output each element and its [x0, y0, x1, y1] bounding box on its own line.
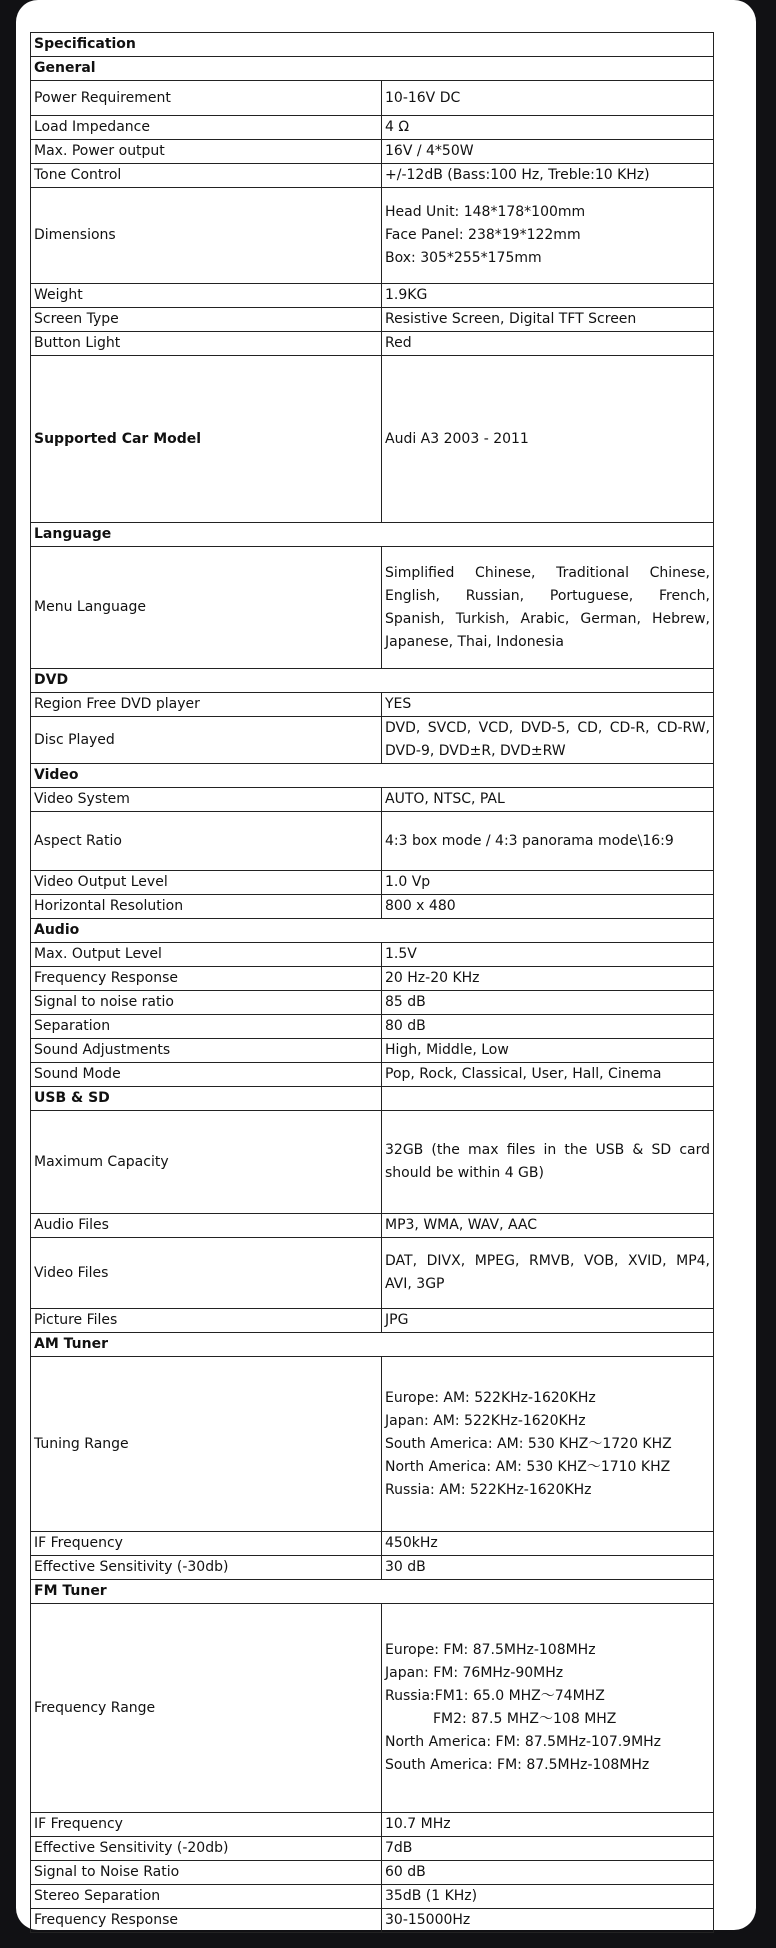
- spec-row-region-free: [31, 693, 714, 717]
- spec-value-line: 32GB (the max files in the USB & SD card should be within 4 GB): [385, 1142, 710, 1181]
- spec-row-menu-language: [31, 547, 714, 669]
- spec-value: [382, 1357, 714, 1532]
- spec-row-sound-adj: [31, 1039, 714, 1063]
- section-empty-cell: [382, 1087, 714, 1111]
- spec-value-line: 450kHz: [385, 1535, 438, 1551]
- spec-value: [382, 356, 714, 523]
- section-header-row: [31, 523, 714, 547]
- spec-row-fm-range: [31, 1604, 714, 1813]
- spec-value: [382, 1885, 714, 1909]
- spec-label: Button Light: [31, 332, 382, 356]
- spec-value-line: 10-16V DC: [385, 89, 461, 106]
- spec-row-am-sens: [31, 1556, 714, 1580]
- table-title-row: [31, 33, 714, 57]
- spec-label: Frequency Response: [31, 967, 382, 991]
- spec-row-snr: [31, 991, 714, 1015]
- spec-value-line: Japan: AM: 522KHz-1620KHz: [385, 1412, 586, 1429]
- section-title: Video: [31, 764, 714, 788]
- spec-value-line: 20 Hz-20 KHz: [385, 970, 480, 986]
- spec-value: [382, 116, 714, 140]
- spec-label: Video System: [31, 788, 382, 812]
- spec-value-line: 35dB (1 KHz): [385, 1888, 478, 1904]
- spec-row-h-res: [31, 895, 714, 919]
- spec-value-line: 60 dB: [385, 1864, 426, 1880]
- spec-value-line: 1.5V: [385, 946, 417, 962]
- section-title: Audio: [31, 919, 714, 943]
- spec-value: [382, 1556, 714, 1580]
- specification-table: [30, 32, 714, 1933]
- spec-label: Max. Power output: [31, 140, 382, 164]
- spec-value-line: 16V / 4*50W: [385, 143, 474, 159]
- section-header-row: [31, 764, 714, 788]
- spec-row-freq-resp: [31, 967, 714, 991]
- spec-row-audio-files: [31, 1214, 714, 1238]
- section-title: USB & SD: [31, 1087, 382, 1111]
- spec-value: [382, 1861, 714, 1885]
- spec-value: [382, 895, 714, 919]
- spec-value: [382, 140, 714, 164]
- spec-value-line: Russia: AM: 522KHz-1620KHz: [385, 1481, 592, 1498]
- spec-value-line: AUTO, NTSC, PAL: [385, 791, 505, 807]
- spec-label: Load Impedance: [31, 116, 382, 140]
- spec-value-line: 10.7 MHz: [385, 1816, 451, 1832]
- spec-value-line: 30-15000Hz: [385, 1912, 471, 1928]
- spec-value: [382, 547, 714, 669]
- spec-value-line: North America: AM: 530 KHZ～1710 KHZ: [385, 1458, 671, 1475]
- spec-label: Stereo Separation: [31, 1885, 382, 1909]
- spec-label: Effective Sensitivity (-30db): [31, 1556, 382, 1580]
- spec-value: [382, 1909, 714, 1933]
- spec-value: [382, 1604, 714, 1813]
- spec-value-line: South America: FM: 87.5MHz-108MHz: [385, 1757, 650, 1773]
- spec-value: [382, 1532, 714, 1556]
- spec-label: Power Requirement: [31, 81, 382, 116]
- spec-value: [382, 1813, 714, 1837]
- spec-value-line: 800 x 480: [385, 898, 456, 914]
- spec-label: Disc Played: [31, 717, 382, 764]
- spec-value: [382, 332, 714, 356]
- spec-row-button-light: [31, 332, 714, 356]
- spec-value-line: South America: AM: 530 KHZ～1720 KHZ: [385, 1435, 672, 1452]
- spec-row-video-output: [31, 871, 714, 895]
- spec-value-line: YES: [385, 696, 412, 712]
- spec-value-line: 85 dB: [385, 994, 426, 1010]
- spec-value-line: 30 dB: [385, 1559, 426, 1575]
- spec-value-line: Head Unit: 148*178*100mm: [385, 204, 586, 220]
- section-header-row: [31, 669, 714, 693]
- spec-value-line: Japan: FM: 76MHz-90MHz: [385, 1665, 564, 1681]
- spec-row-max-capacity: [31, 1111, 714, 1214]
- spec-value: [382, 1039, 714, 1063]
- spec-row-sound-mode: [31, 1063, 714, 1087]
- spec-label: Weight: [31, 284, 382, 308]
- spec-value: [382, 1063, 714, 1087]
- spec-label: Frequency Range: [31, 1604, 382, 1813]
- spec-row-weight: [31, 284, 714, 308]
- spec-value: [382, 1238, 714, 1309]
- spec-row-video-system: [31, 788, 714, 812]
- section-title: FM Tuner: [31, 1580, 714, 1604]
- spec-value-line: Face Panel: 238*19*122mm: [385, 227, 581, 243]
- spec-row-power: [31, 81, 714, 116]
- spec-label: Video Files: [31, 1238, 382, 1309]
- section-title: DVD: [31, 669, 714, 693]
- section-header-row: [31, 1333, 714, 1357]
- spec-row-car-model: [31, 356, 714, 523]
- spec-value-line: Box: 305*255*175mm: [385, 250, 542, 266]
- spec-row-fm-stereo: [31, 1885, 714, 1909]
- spec-row-dimensions: [31, 188, 714, 284]
- spec-row-aspect: [31, 812, 714, 871]
- spec-row-video-files: [31, 1238, 714, 1309]
- spec-row-disc: [31, 717, 714, 764]
- table-title: Specification: [31, 33, 714, 57]
- spec-label: Audio Files: [31, 1214, 382, 1238]
- spec-value-line: DVD, SVCD, VCD, DVD-5, CD, CD-R, CD-RW, DVD-9, DVD±R, DVD±RW: [385, 720, 710, 759]
- spec-row-max-output: [31, 943, 714, 967]
- spec-label: Sound Adjustments: [31, 1039, 382, 1063]
- spec-value-line: +/-12dB (Bass:100 Hz, Treble:10 KHz): [385, 167, 650, 183]
- spec-row-fm-sens: [31, 1837, 714, 1861]
- spec-value: [382, 81, 714, 116]
- spec-label: Frequency Response: [31, 1909, 382, 1933]
- spec-value: [382, 943, 714, 967]
- spec-label: Horizontal Resolution: [31, 895, 382, 919]
- spec-value: [382, 1214, 714, 1238]
- spec-value: [382, 1309, 714, 1333]
- section-header-row: [31, 57, 714, 81]
- spec-value-line: JPG: [385, 1312, 409, 1328]
- section-header-row: [31, 1580, 714, 1604]
- spec-value: [382, 308, 714, 332]
- spec-value-line: 4 Ω: [385, 119, 410, 135]
- spec-value: [382, 188, 714, 284]
- spec-value: [382, 991, 714, 1015]
- section-header-row: [31, 1087, 714, 1111]
- spec-row-screen: [31, 308, 714, 332]
- spec-value-line: 80 dB: [385, 1018, 426, 1034]
- spec-value-line: 1.9KG: [385, 287, 428, 303]
- spec-label: Maximum Capacity: [31, 1111, 382, 1214]
- spec-label: Tone Control: [31, 164, 382, 188]
- spec-value-line: 1.0 Vp: [385, 874, 431, 890]
- spec-value: [382, 1015, 714, 1039]
- spec-value-line: Simplified Chinese, Traditional Chinese, English, Russian, Portuguese, French, Spanish, Turkish, Arabic, German, Hebrew, Japanese, Thai, Indonesia: [385, 564, 710, 650]
- spec-value-line: High, Middle, Low: [385, 1042, 509, 1058]
- spec-row-picture-files: [31, 1309, 714, 1333]
- spec-value: [382, 788, 714, 812]
- spec-label: Supported Car Model: [31, 356, 382, 523]
- spec-label: Signal to Noise Ratio: [31, 1861, 382, 1885]
- spec-value-line: Pop, Rock, Classical, User, Hall, Cinema: [385, 1066, 662, 1082]
- section-header-row: [31, 919, 714, 943]
- spec-value-line: North America: FM: 87.5MHz-107.9MHz: [385, 1734, 662, 1750]
- spec-value: [382, 693, 714, 717]
- spec-row-separation: [31, 1015, 714, 1039]
- spec-label: Signal to noise ratio: [31, 991, 382, 1015]
- spec-value: [382, 871, 714, 895]
- spec-label: Picture Files: [31, 1309, 382, 1333]
- spec-value-line: FM2: 87.5 MHZ～108 MHZ: [433, 1711, 617, 1727]
- spec-label: Tuning Range: [31, 1357, 382, 1532]
- spec-value-line: MP3, WMA, WAV, AAC: [385, 1217, 538, 1233]
- spec-row-fm-if: [31, 1813, 714, 1837]
- spec-value-line: 7dB: [385, 1840, 413, 1856]
- spec-label: Screen Type: [31, 308, 382, 332]
- spec-row-am-tuning: [31, 1357, 714, 1532]
- spec-value-line: Europe: AM: 522KHz-1620KHz: [385, 1389, 596, 1406]
- spec-label: Separation: [31, 1015, 382, 1039]
- spec-value-line: 4:3 box mode / 4:3 panorama mode\16:9: [385, 832, 674, 849]
- spec-value-line: Audi A3 2003 - 2011: [385, 430, 529, 447]
- spec-label: Sound Mode: [31, 1063, 382, 1087]
- spec-value: [382, 812, 714, 871]
- spec-value: [382, 967, 714, 991]
- section-title: Language: [31, 523, 714, 547]
- spec-value-line: Europe: FM: 87.5MHz-108MHz: [385, 1642, 596, 1658]
- spec-row-impedance: [31, 116, 714, 140]
- spec-row-fm-snr: [31, 1861, 714, 1885]
- spec-row-fm-freq-resp: [31, 1909, 714, 1933]
- spec-label: Effective Sensitivity (-20db): [31, 1837, 382, 1861]
- spec-value-line: Russia:FM1: 65.0 MHZ～74MHZ: [385, 1688, 605, 1704]
- spec-label: Dimensions: [31, 188, 382, 284]
- spec-row-max-power: [31, 140, 714, 164]
- section-title: General: [31, 57, 714, 81]
- spec-label: Max. Output Level: [31, 943, 382, 967]
- spec-label: Aspect Ratio: [31, 812, 382, 871]
- spec-value: [382, 1837, 714, 1861]
- spec-label: IF Frequency: [31, 1813, 382, 1837]
- spec-label: Region Free DVD player: [31, 693, 382, 717]
- spec-label: IF Frequency: [31, 1532, 382, 1556]
- spec-row-am-if: [31, 1532, 714, 1556]
- spec-row-tone: [31, 164, 714, 188]
- spec-value-line: DAT, DIVX, MPEG, RMVB, VOB, XVID, MP4, AVI, 3GP: [385, 1253, 710, 1292]
- spec-label: Video Output Level: [31, 871, 382, 895]
- spec-value: [382, 1111, 714, 1214]
- spec-value: [382, 164, 714, 188]
- spec-label: Menu Language: [31, 547, 382, 669]
- spec-value-line: Red: [385, 335, 412, 351]
- spec-value: [382, 717, 714, 764]
- section-title: AM Tuner: [31, 1333, 714, 1357]
- spec-value-line: Resistive Screen, Digital TFT Screen: [385, 311, 637, 327]
- spec-value: [382, 284, 714, 308]
